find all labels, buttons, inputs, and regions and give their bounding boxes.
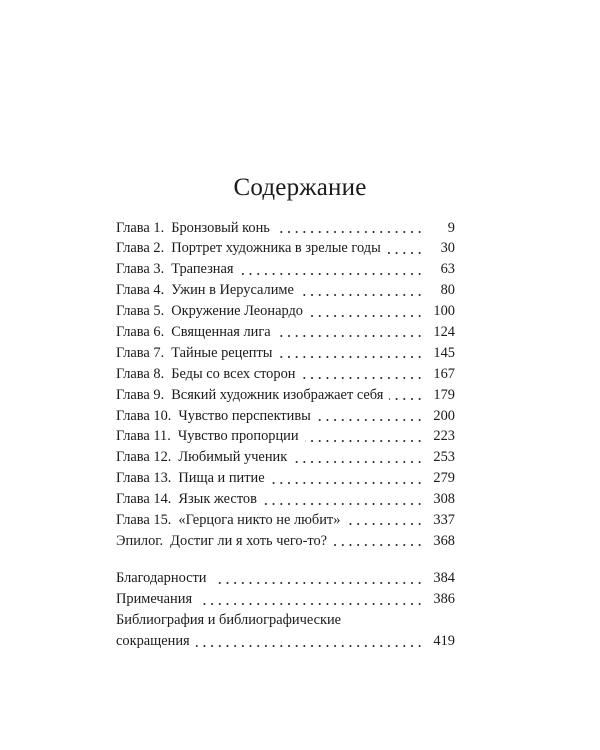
dot-leader [196,631,421,652]
toc-entry-text [116,280,300,301]
chapter-label: Глава 11. [116,428,171,445]
toc-entry-text [116,322,277,343]
page-number: 223 [421,426,455,447]
dot-leader [276,218,421,239]
toc-entry-title-continued: сокращения [116,631,196,652]
toc-entry-chapter-15 [116,510,455,531]
dot-leader [300,280,421,301]
page-number: 386 [421,589,455,610]
toc-entry-notes [116,589,455,610]
epilogue-title: Достиг ли я хоть чего-то? [170,532,328,549]
dot-leader [346,510,421,531]
chapter-title: Пища и питие [178,470,265,487]
toc-entry-chapter-6 [116,322,455,343]
chapter-title: Всякий художник изображает себя [171,386,384,403]
toc-entry-chapter-8 [116,364,455,385]
page-number: 100 [421,301,455,322]
page-number: 308 [421,489,455,510]
toc-entry-text [116,343,278,364]
toc-entry-chapter-5 [116,301,455,322]
dot-leader [389,385,421,406]
chapter-title: Трапезная [171,261,234,278]
toc-entry-text [116,406,317,427]
dot-leader [198,589,421,610]
chapter-label: Глава 6. [116,323,165,340]
page-number: 145 [421,343,455,364]
chapter-title: Священная лига [171,323,271,340]
page-number: 419 [421,631,455,652]
dot-leader [277,322,421,343]
dot-leader [317,406,421,427]
toc-entry-text [116,426,305,447]
chapter-title: Тайные рецепты [171,344,273,361]
dot-leader [213,568,421,589]
chapter-title: Любимый ученик [178,449,288,466]
chapter-title: «Герцога никто не любит» [178,511,341,528]
toc-entry-text [116,447,293,468]
toc-entry-chapter-13 [116,468,455,489]
chapter-label: Глава 3. [116,261,165,278]
toc-entry-bibliography-line-1 [116,610,455,631]
page-number: 167 [421,364,455,385]
toc-entry-chapter-2 [116,238,455,259]
chapter-title: Бронзовый конь [171,219,270,236]
chapter-label: Глава 13. [116,470,172,487]
toc-entry-chapter-1 [116,218,455,239]
toc-entry-chapter-9 [116,385,455,406]
chapter-title: Окружение Леонардо [171,303,303,320]
toc-entry-acknowledgements [116,568,455,589]
toc-entry-text [116,385,389,406]
chapter-title: Чувство перспективы [178,407,311,424]
chapter-label: Глава 10. [116,407,172,424]
page-number: 80 [421,280,455,301]
chapter-title: Чувство пропорции [177,428,299,445]
dot-leader [271,468,421,489]
chapter-title: Ужин в Иерусалиме [171,282,294,299]
page-number: 200 [421,406,455,427]
chapter-label: Глава 15. [116,511,172,528]
back-matter-list [116,568,455,652]
page-number: 384 [421,568,455,589]
page-title: Содержание [233,173,367,201]
toc-entry-chapter-14 [116,489,455,510]
toc-entry-text [116,468,271,489]
toc-entry-text [116,510,346,531]
page-number: 279 [421,468,455,489]
toc-entry-text [116,489,263,510]
page-number: 179 [421,385,455,406]
toc-entry-title: Примечания [116,589,198,610]
toc-entry-chapter-7 [116,343,455,364]
toc-entry-text [116,238,387,259]
chapter-label: Глава 2. [116,240,165,257]
chapter-label: Глава 9. [116,386,165,403]
page-number: 30 [421,238,455,259]
page-number: 9 [421,218,455,239]
chapter-label: Глава 8. [116,365,165,382]
chapter-label: Глава 12. [116,449,172,466]
chapter-label: Глава 14. [116,491,172,508]
dot-leader [309,301,421,322]
page-number: 337 [421,510,455,531]
dot-leader [333,531,421,552]
chapter-label: Глава 5. [116,303,165,320]
page-number: 124 [421,322,455,343]
chapters-list [116,218,455,552]
toc-entry-text [116,301,309,322]
toc-entry-chapter-10 [116,406,455,427]
page-number: 368 [421,531,455,552]
dot-leader [305,426,421,447]
chapter-label: Глава 4. [116,282,165,299]
toc-entry-bibliography-line-2 [116,631,455,652]
toc-entry-title: Библиография и библиографические [116,610,347,631]
dot-leader [301,364,421,385]
toc-entry-text [116,259,240,280]
dot-leader [263,489,421,510]
page-number: 63 [421,259,455,280]
page-number: 253 [421,447,455,468]
toc-entry-epilogue [116,531,455,552]
chapter-title: Язык жестов [178,491,257,508]
toc-entry-text [116,364,301,385]
chapter-label: Глава 7. [116,344,165,361]
chapter-label: Глава 1. [116,219,165,236]
toc-entry-chapter-11 [116,426,455,447]
toc-entry-chapter-4 [116,280,455,301]
dot-leader [387,238,421,259]
dot-leader [293,447,421,468]
toc-entry-chapter-12 [116,447,455,468]
toc-entry-chapter-3 [116,259,455,280]
dot-leader [240,259,422,280]
table-of-contents [116,218,455,652]
toc-entry-title: Благодарности [116,568,213,589]
chapter-title: Портрет художника в зрелые годы [171,240,381,257]
toc-entry-text [116,531,333,552]
toc-entry-text [116,218,276,239]
epilogue-label: Эпилог. [116,532,164,549]
dot-leader [278,343,421,364]
chapter-title: Беды со всех сторон [171,365,296,382]
